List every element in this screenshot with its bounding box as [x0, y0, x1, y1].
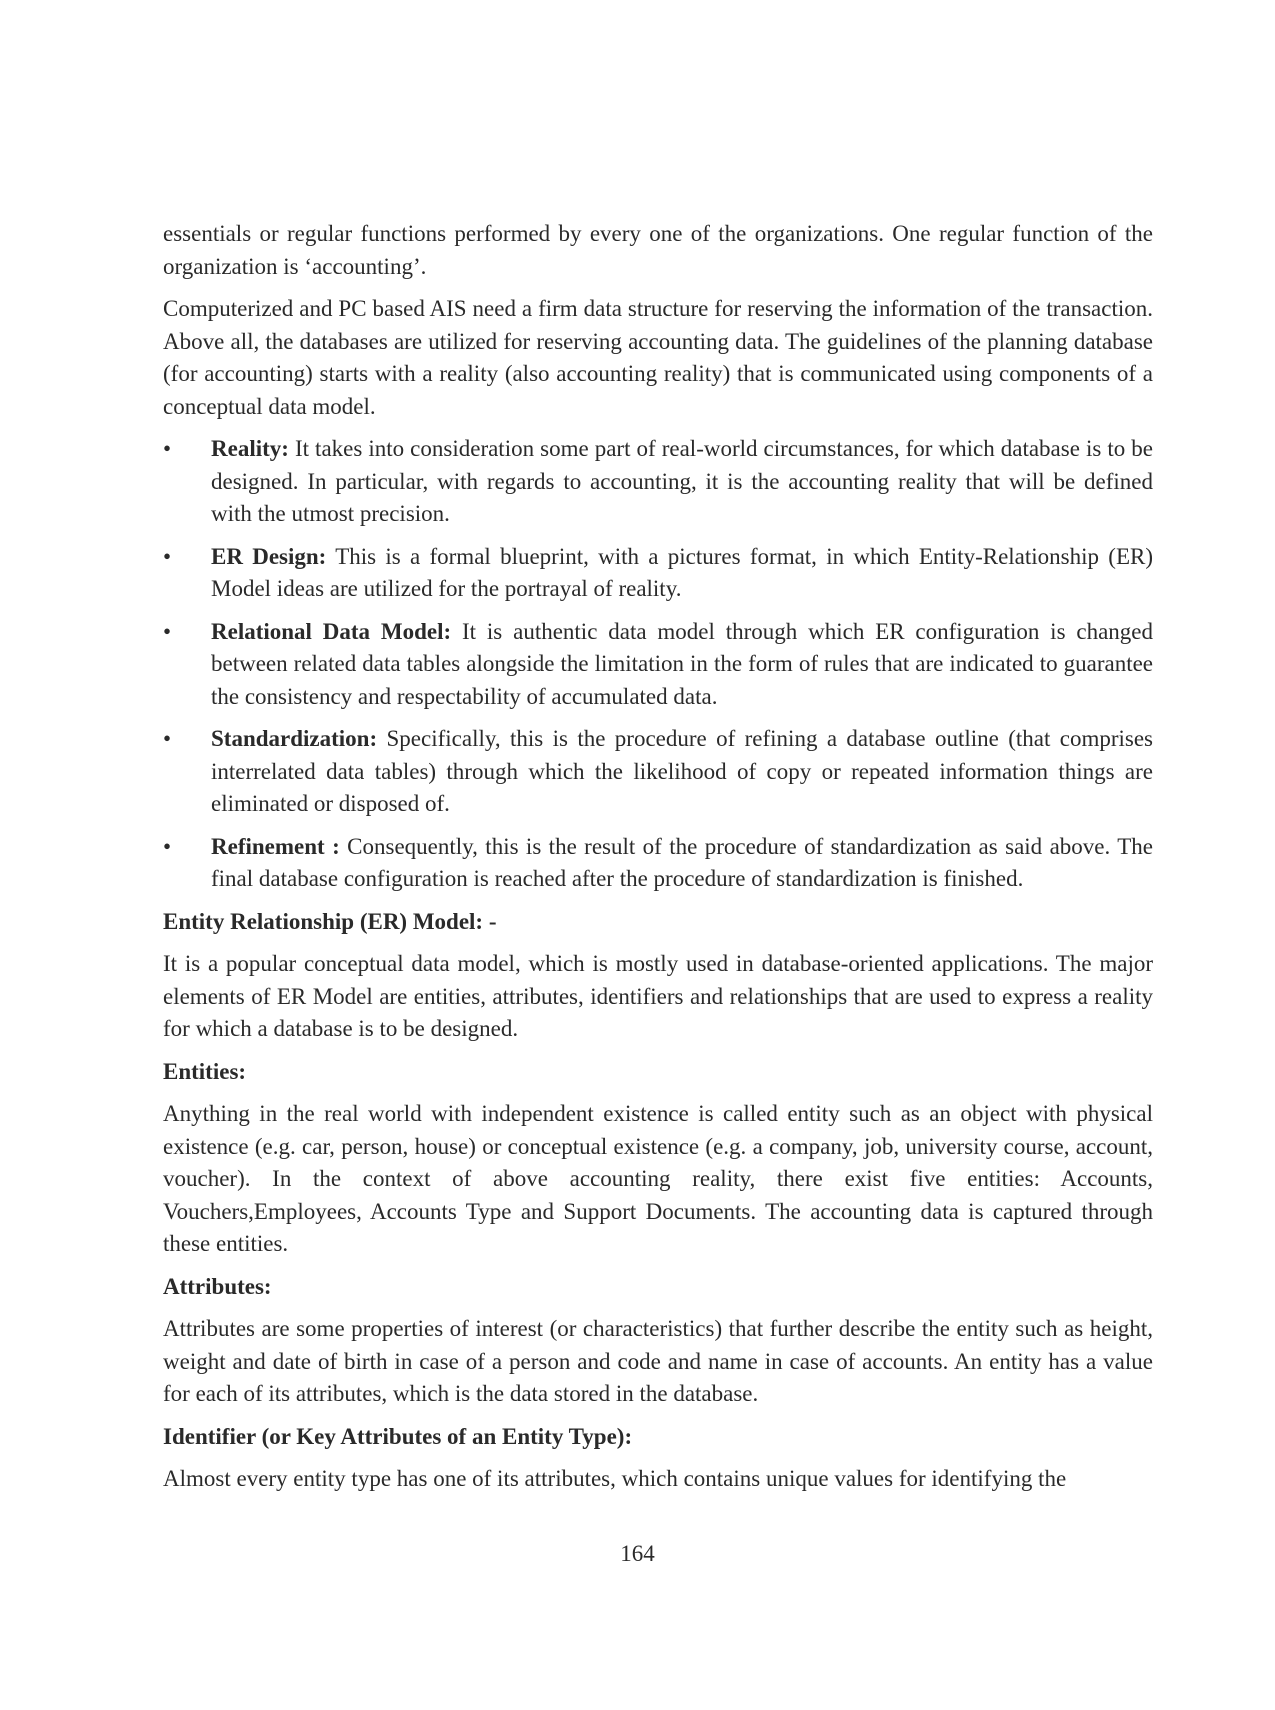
- list-item-text: This is a formal blueprint, with a pictures format, in which Entity-Relationship (ER) Model ideas are utilized for the portrayal of reality.: [211, 543, 1153, 601]
- design-steps-list: [163, 433, 1153, 896]
- er-model-paragraph: It is a popular conceptual data model, which is mostly used in database-oriented applications. The major elements of ER Model are entities, attributes, identifiers and relationships that are used to express a reality for which a database is to be designed.: [163, 951, 1153, 1041]
- list-item: [163, 616, 1153, 714]
- list-item: [163, 831, 1153, 896]
- entities-heading: Entities:: [163, 1058, 247, 1084]
- page-content: [163, 218, 1153, 1506]
- list-item-term: Relational Data Model:: [211, 618, 452, 644]
- list-item-text: Specifically, this is the procedure of refining a database outline (that comprises interrelated data tables) through which the likelihood of copy or repeated information things are eliminated or disposed of.: [211, 726, 1153, 816]
- list-item-term: Refinement :: [211, 833, 340, 859]
- bullet-icon: •: [163, 543, 172, 569]
- list-item-text: Consequently, this is the result of the procedure of standardization as said above. The final database configuration is reached after the procedure of standardization is finished.: [211, 833, 1153, 891]
- list-item-term: Reality:: [211, 436, 289, 461]
- entities-paragraph: Anything in the real world with independent existence is called entity such as an object with physical existence (e.g. car, person, house) or conceptual existence (e.g. a company, job, university course, account, voucher). In the context of above accounting reality, there exist five entities: Accounts, Vouchers,Employees, Accounts Type and Support Documents. The accounting data is captured through these entities.: [163, 1101, 1153, 1256]
- bullet-icon: •: [163, 436, 172, 461]
- list-item-term: Standardization:: [211, 726, 378, 751]
- attributes-heading: Attributes:: [163, 1273, 272, 1299]
- list-item: [163, 433, 1153, 531]
- identifier-paragraph: Almost every entity type has one of its attributes, which contains unique values for identifying the: [163, 1466, 1067, 1491]
- attributes-paragraph: Attributes are some properties of interest (or characteristics) that further describe the entity such as height, weight and date of birth in case of a person and code and name in case of accounts. An entity has a value for each of its attributes, which is the data stored in the database.: [163, 1316, 1153, 1406]
- list-item: [163, 541, 1153, 606]
- page-number: 164: [620, 1541, 655, 1566]
- list-item-text: It takes into consideration some part of real-world circumstances, for which database is to be designed. In particular, with regards to accounting, it is the accounting reality that will be defined with the utmost precision.: [211, 436, 1153, 526]
- intro-paragraph-1: essentials or regular functions performed by every one of the organizations. One regular function of the organization is ‘accounting’.: [163, 221, 1153, 279]
- bullet-icon: •: [163, 833, 172, 859]
- list-item-term: ER Design:: [211, 543, 327, 569]
- bullet-icon: •: [163, 726, 172, 751]
- list-item: [163, 723, 1153, 821]
- er-model-heading: Entity Relationship (ER) Model: -: [163, 908, 497, 934]
- bullet-icon: •: [163, 618, 172, 644]
- list-item-text: It is authentic data model through which ER configuration is changed between related data tables alongside the limitation in the form of rules that are indicated to guarantee the consistency and respectability of accumulated data.: [211, 618, 1153, 709]
- intro-paragraph-2: Computerized and PC based AIS need a firm data structure for reserving the information of the transaction. Above all, the databases are utilized for reserving accounting data. The guidelines of the planning database (for accounting) starts with a reality (also accounting reality) that is communicated using components of a conceptual data model.: [163, 296, 1153, 419]
- identifier-heading: Identifier (or Key Attributes of an Entity Type):: [163, 1423, 633, 1449]
